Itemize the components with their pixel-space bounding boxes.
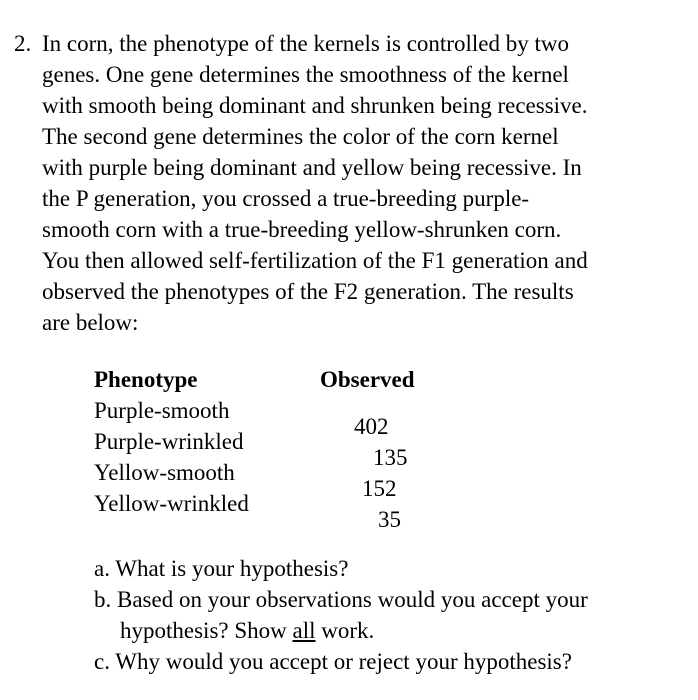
question-line: with smooth being dominant and shrunken being recessive.	[42, 93, 588, 118]
question-2	[14, 28, 684, 338]
observed-value: 35	[378, 506, 401, 532]
question-line: are below:	[42, 310, 139, 335]
phenotype-cell: Yellow-smooth	[94, 460, 235, 485]
question-line: with purple being dominant and yellow being recessive. In	[42, 155, 582, 180]
table-header-row	[94, 364, 440, 395]
observed-cell	[320, 488, 440, 532]
table-row	[94, 426, 440, 457]
subquestion-b-text-end: work.	[315, 618, 375, 643]
phenotype-cell: Yellow-wrinkled	[94, 491, 249, 516]
observed-cell	[320, 457, 440, 501]
question-line: smooth corn with a true-breeding yellow-shrunken corn.	[42, 217, 562, 242]
table-row	[94, 488, 440, 519]
observed-cell	[320, 395, 440, 439]
question-line: You then allowed self-fertilization of the F1 generation and	[42, 248, 588, 273]
question-line: observed the phenotypes of the F2 generation. The results	[42, 279, 574, 304]
observed-value: 135	[373, 444, 408, 470]
phenotype-cell: Purple-smooth	[94, 398, 230, 423]
subquestion-b-continued	[94, 615, 684, 646]
observed-value: 402	[354, 413, 389, 439]
observed-header: Observed	[320, 367, 415, 392]
question-text	[42, 28, 684, 338]
question-line: the P generation, you crossed a true-breeding purple-	[42, 186, 530, 211]
question-number: 2.	[14, 31, 32, 56]
question-line: genes. One gene determines the smoothness of the kernel	[42, 62, 569, 87]
emphasis-all: all	[292, 618, 316, 643]
phenotype-cell: Purple-wrinkled	[94, 429, 244, 454]
question-line: In corn, the phenotype of the kernels is controlled by two	[42, 31, 569, 56]
question-line: The second gene determines the color of the corn kernel	[42, 124, 559, 149]
phenotype-header: Phenotype	[94, 367, 198, 392]
subquestion-b: b. Based on your observations would you accept your	[94, 587, 588, 612]
table-row	[94, 457, 440, 488]
subquestions	[94, 553, 684, 677]
observed-cell	[320, 426, 440, 470]
subquestion-c: c. Why would you accept or reject your hypothesis?	[94, 649, 572, 674]
table-row	[94, 395, 440, 426]
subquestion-a: a. What is your hypothesis?	[94, 556, 349, 581]
results-table	[94, 364, 440, 532]
observed-value: 152	[362, 475, 397, 501]
subquestion-b-text: hypothesis? Show	[120, 618, 293, 643]
